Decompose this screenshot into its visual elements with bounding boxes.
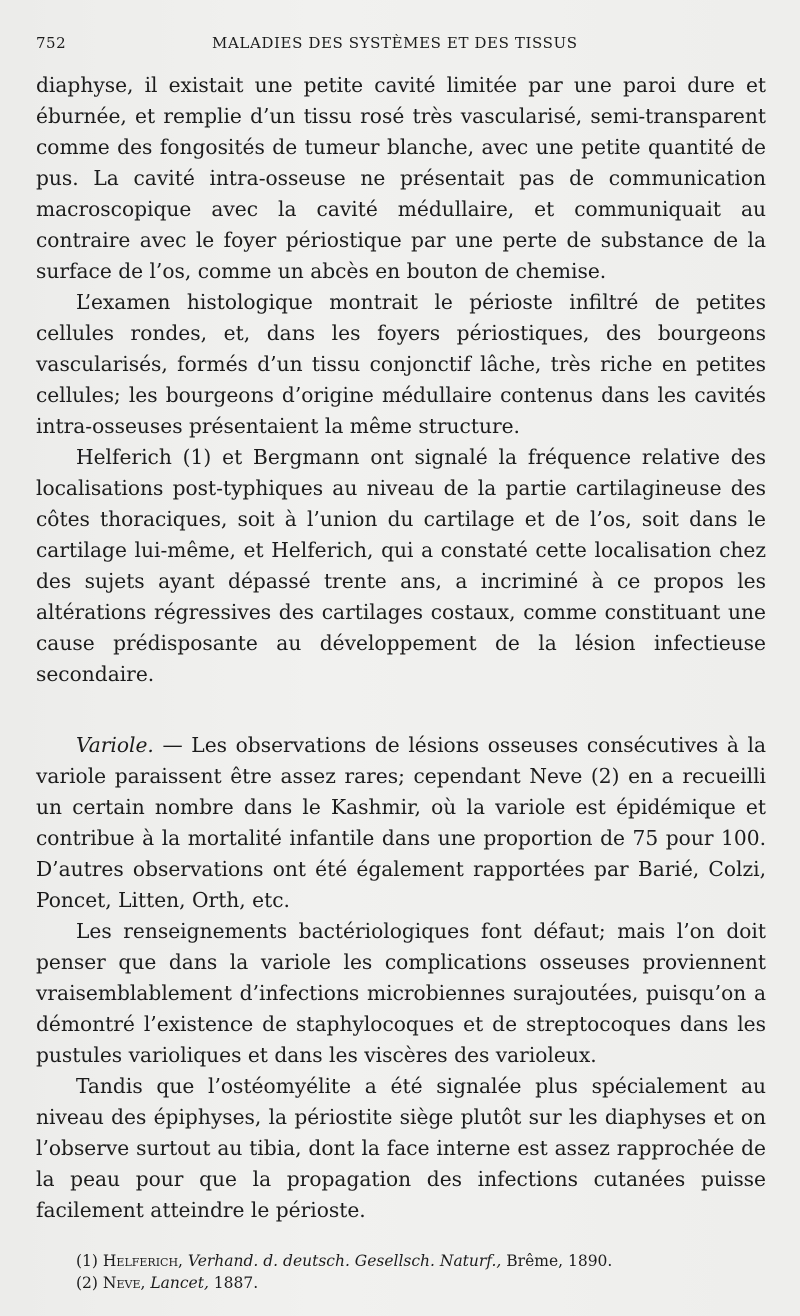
paragraph-examen-histologique: L’examen histologique montrait le périoste infiltré de petites cellules rondes, et, dans les foyers périostiques, des bourgeons vascularisés, formés d’un tissu conjonctif lâche, très riche en petites cellules; les bourgeons d’origine médullaire contenus dans les cavités intra-osseuses présentaient la même structure. — [36, 290, 766, 438]
paragraph-renseignements: Les renseignements bactériologiques font défaut; mais l’on doit penser que dans la variole les complications osseuses proviennent vraisemblablement d’infections microbiennes surajoutées, puisqu’on a démontré l’existence de staphylocoques et de streptocoques dans les pustules varioliques et dans les viscères des varioleux. — [36, 919, 766, 1067]
footnote-rest: Brême, 1890. — [501, 1252, 613, 1270]
section-gap — [36, 690, 766, 730]
page-header — [36, 34, 766, 62]
page-number: 752 — [36, 34, 67, 52]
section-title-variole: Variole. — [76, 733, 154, 757]
paragraph-variole-intro — [36, 730, 766, 916]
footnote-title: Verhand. d. deutsch. Gesellsch. Naturf., — [187, 1252, 502, 1270]
footnote-1 — [76, 1250, 756, 1272]
footnote-marker: (2) — [76, 1274, 98, 1292]
footnotes — [76, 1250, 756, 1294]
paragraph-helferich: Helferich (1) et Bergmann ont signalé la fréquence relative des localisations post-typhiques au niveau de la partie cartilagineuse des côtes thoraciques, soit à l’union du cartilage et de l’os, soit dans le cartilage lui-même, et Helferich, qui a constaté cette localisation chez des sujets ayant dépassé trente ans, a incriminé à ce propos les altérations régressives des cartilages costaux, comme constituant une cause prédisposante au développement de la lésion infectieuse secondaire. — [36, 445, 766, 686]
body-text — [36, 70, 766, 1226]
footnote-rest: 1887. — [208, 1274, 259, 1292]
footnote-author: Helferich, — [102, 1252, 183, 1270]
footnote-2 — [76, 1272, 756, 1294]
paragraph-tandis: Tandis que l’ostéomyélite a été signalée plus spécialement au niveau des épiphyses, la périostite siège plutôt sur les diaphyses et on l’observe surtout au tibia, dont la face interne est assez rapprochée de la peau pour que la propagation des infections cutanées puisse facilement atteindre le périoste. — [36, 1074, 766, 1222]
variole-intro-text: — Les observations de lésions osseuses consécutives à la variole paraissent être assez rares; cependant Neve (2) en a recueilli un certain nombre dans le Kashmir, où la variole est épidémique et contribue à la mortalité infantile dans une proportion de 75 pour 100. D’autres observations ont été également rapportées par Barié, Colzi, Poncet, Litten, Orth, etc. — [36, 733, 766, 912]
running-title: MALADIES DES SYSTÈMES ET DES TISSUS — [212, 34, 578, 52]
footnote-author: Neve, — [102, 1274, 146, 1292]
footnote-marker: (1) — [76, 1252, 98, 1270]
footnote-title: Lancet, — [150, 1274, 209, 1292]
paragraph-diaphyse: diaphyse, il existait une petite cavité limitée par une paroi dure et éburnée, et remplie d’un tissu rosé très vascularisé, semi-transparent comme des fongosités de tumeur blanche, avec une petite quantité de pus. La cavité intra-osseuse ne présentait pas de communication macroscopique avec la cavité médullaire, et communiquait au contraire avec le foyer périostique par une perte de substance de la surface de l’os, comme un abcès en bouton de chemise. — [36, 73, 766, 283]
